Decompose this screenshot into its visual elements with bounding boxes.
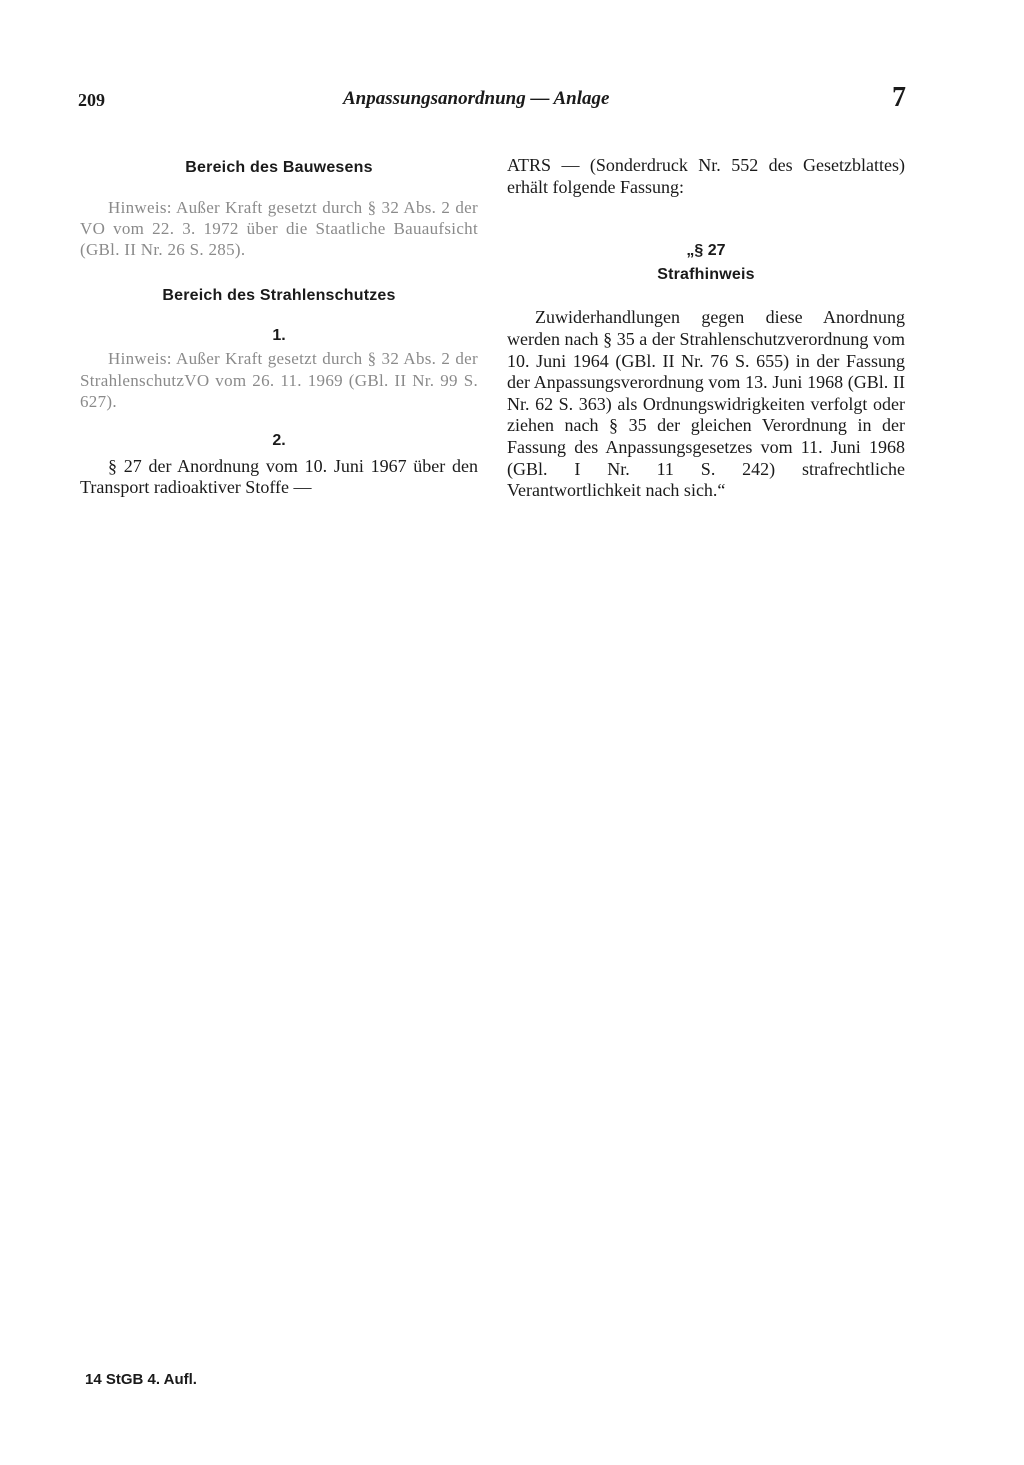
page-header [78,82,906,116]
item1-number: 1. [272,326,286,344]
note-bauwesen: Hinweis: Außer Kraft gesetzt durch § 32 Abs. 2 der VO vom 22. 3. 1972 über die Staatliche Bauaufsicht (GBl. II Nr. 26 S. 285). [80,197,478,259]
heading-bauwesen: Bereich des Bauwesens [185,159,373,176]
page-number: 209 [78,90,105,110]
heading-strahlenschutz: Bereich des Strahlenschutzes [162,287,396,305]
paragraph-text: Zuwiderhandlungen gegen diese Anordnung werden nach § 35 a der Strahlenschutzverordnung vom 10. Juni 1964 (GBl. II Nr. 76 S. 655) in der Fassung der Anpassungsverordnung vom 13. Juni 1968 (GBl. II Nr. 62 S. 363) als Ordnungswidrigkeiten verfolgt oder ziehen nach § 35 der gleichen Verordnung in der Fassung des Anpassungsgesetzes vom 11. Juni 1968 (GBl. I Nr. 11 S. 242) strafrechtliche Verantwortlichkeit nach sich.“ [507,307,905,501]
item2-number: 2. [272,432,286,449]
paragraph-title: Strafhinweis [657,265,755,283]
continuation-text: ATRS — (Sonderdruck Nr. 552 des Gesetzblattes) erhält folgende Fassung: [507,155,905,197]
running-title: Anpassungsanordnung — Anlage [343,88,610,109]
note-item1: Hinweis: Außer Kraft gesetzt durch § 32 Abs. 2 der StrahlenschutzVO vom 26. 11. 1969 (GBl. II Nr. 99 S. 627). [80,349,478,411]
section-number: 7 [892,82,906,113]
left-column [80,155,478,499]
right-column [507,155,905,502]
item2-text: § 27 der Anordnung vom 10. Juni 1967 über den Transport radioaktiver Stoffe — [80,455,478,498]
paragraph-number: „§ 27 [686,242,726,260]
footer-signature: 14 StGB 4. Aufl. [85,1371,197,1388]
